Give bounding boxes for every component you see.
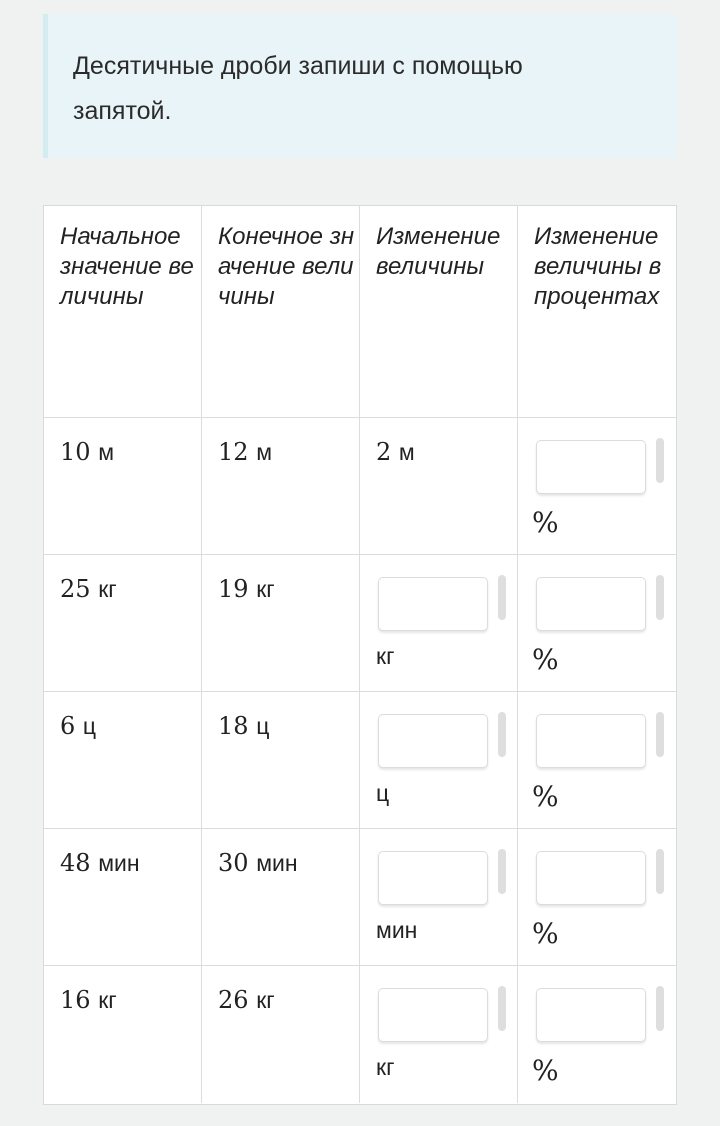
instruction-text bbox=[73, 44, 613, 134]
header-cell-change bbox=[360, 206, 518, 418]
change-input[interactable] bbox=[378, 577, 488, 631]
percent-input[interactable] bbox=[536, 714, 646, 768]
change-unit-label: кг bbox=[376, 643, 395, 669]
unit: ц bbox=[256, 713, 270, 739]
header-change: Изменение величины bbox=[376, 223, 501, 280]
change-input[interactable] bbox=[378, 714, 488, 768]
number: 25 bbox=[60, 575, 91, 603]
change-unit-label: ц bbox=[376, 780, 390, 806]
unit: кг bbox=[98, 987, 117, 1013]
change-value-cell-text bbox=[376, 438, 415, 466]
end-value-cell bbox=[202, 966, 360, 1103]
input-drag-handle[interactable] bbox=[656, 849, 664, 894]
number: 48 bbox=[60, 849, 91, 877]
change-input-cell bbox=[360, 555, 518, 692]
number: 2 bbox=[376, 438, 392, 466]
input-drag-handle[interactable] bbox=[498, 712, 506, 757]
unit: кг bbox=[256, 576, 275, 602]
end-value-cell-text bbox=[218, 575, 275, 603]
number: 10 bbox=[60, 438, 91, 466]
input-drag-handle[interactable] bbox=[498, 849, 506, 894]
unit: мин bbox=[98, 850, 140, 876]
unit: кг bbox=[256, 987, 275, 1013]
end-value-cell bbox=[202, 555, 360, 692]
number: 16 bbox=[60, 986, 91, 1014]
start-value-cell bbox=[44, 692, 202, 829]
change-input[interactable] bbox=[378, 988, 488, 1042]
change-input[interactable] bbox=[378, 851, 488, 905]
header-end-value: Конечное значение величины bbox=[218, 223, 355, 310]
percent-sign: % bbox=[532, 1054, 559, 1087]
percent-input-cell bbox=[518, 966, 676, 1103]
instruction-line-1: Десятичные дроби запиши с помощью bbox=[73, 52, 523, 80]
header-cell-percent bbox=[518, 206, 676, 418]
percent-input[interactable] bbox=[536, 988, 646, 1042]
start-value-cell bbox=[44, 829, 202, 966]
header-change-percent: Изменение величины в процентах bbox=[534, 223, 662, 310]
start-value-cell bbox=[44, 418, 202, 555]
change-unit-label: кг bbox=[376, 1054, 395, 1080]
header-cell-end bbox=[202, 206, 360, 418]
unit: ц bbox=[82, 713, 97, 739]
input-drag-handle[interactable] bbox=[656, 986, 664, 1031]
input-drag-handle[interactable] bbox=[498, 575, 506, 620]
percent-input[interactable] bbox=[536, 440, 646, 494]
input-drag-handle[interactable] bbox=[656, 575, 664, 620]
change-input-cell bbox=[360, 966, 518, 1103]
percent-input-cell bbox=[518, 829, 676, 966]
end-value-cell bbox=[202, 418, 360, 555]
unit: м bbox=[398, 439, 415, 465]
percent-input[interactable] bbox=[536, 577, 646, 631]
end-value-cell-text bbox=[218, 849, 298, 877]
number: 26 bbox=[218, 986, 249, 1014]
end-value-cell bbox=[202, 692, 360, 829]
end-value-cell-text bbox=[218, 986, 275, 1014]
number: 6 bbox=[60, 712, 76, 740]
percent-sign: % bbox=[532, 643, 559, 676]
change-value-cell bbox=[360, 418, 518, 555]
start-value-cell-text bbox=[60, 575, 117, 603]
percent-sign: % bbox=[532, 506, 559, 539]
input-drag-handle[interactable] bbox=[656, 712, 664, 757]
start-value-cell bbox=[44, 555, 202, 692]
header-cell-start bbox=[44, 206, 202, 418]
unit: мин bbox=[256, 850, 298, 876]
instruction-line-2: запятой. bbox=[73, 97, 172, 125]
percent-input[interactable] bbox=[536, 851, 646, 905]
start-value-cell-text bbox=[60, 986, 117, 1014]
start-value-cell-text bbox=[60, 712, 96, 740]
change-input-cell bbox=[360, 829, 518, 966]
end-value-cell-text bbox=[218, 438, 272, 466]
number: 30 bbox=[218, 849, 249, 877]
start-value-cell-text bbox=[60, 849, 140, 877]
percent-input-cell bbox=[518, 418, 676, 555]
input-drag-handle[interactable] bbox=[498, 986, 506, 1031]
unit: кг bbox=[98, 576, 117, 602]
percent-sign: % bbox=[532, 917, 559, 950]
percent-input-cell bbox=[518, 692, 676, 829]
percent-input-cell bbox=[518, 555, 676, 692]
unit: м bbox=[256, 439, 272, 465]
input-drag-handle[interactable] bbox=[656, 438, 664, 483]
header-start-value: Начальное значение величины bbox=[60, 223, 194, 310]
change-unit-label: мин bbox=[376, 917, 418, 943]
end-value-cell-text bbox=[218, 712, 269, 740]
unit: м bbox=[98, 439, 114, 465]
change-table bbox=[43, 205, 677, 1105]
start-value-cell-text bbox=[60, 438, 114, 466]
start-value-cell bbox=[44, 966, 202, 1103]
number: 19 bbox=[218, 575, 249, 603]
instruction-box bbox=[43, 14, 677, 158]
number: 12 bbox=[218, 438, 249, 466]
percent-sign: % bbox=[532, 780, 559, 813]
number: 18 bbox=[218, 712, 249, 740]
change-input-cell bbox=[360, 692, 518, 829]
end-value-cell bbox=[202, 829, 360, 966]
